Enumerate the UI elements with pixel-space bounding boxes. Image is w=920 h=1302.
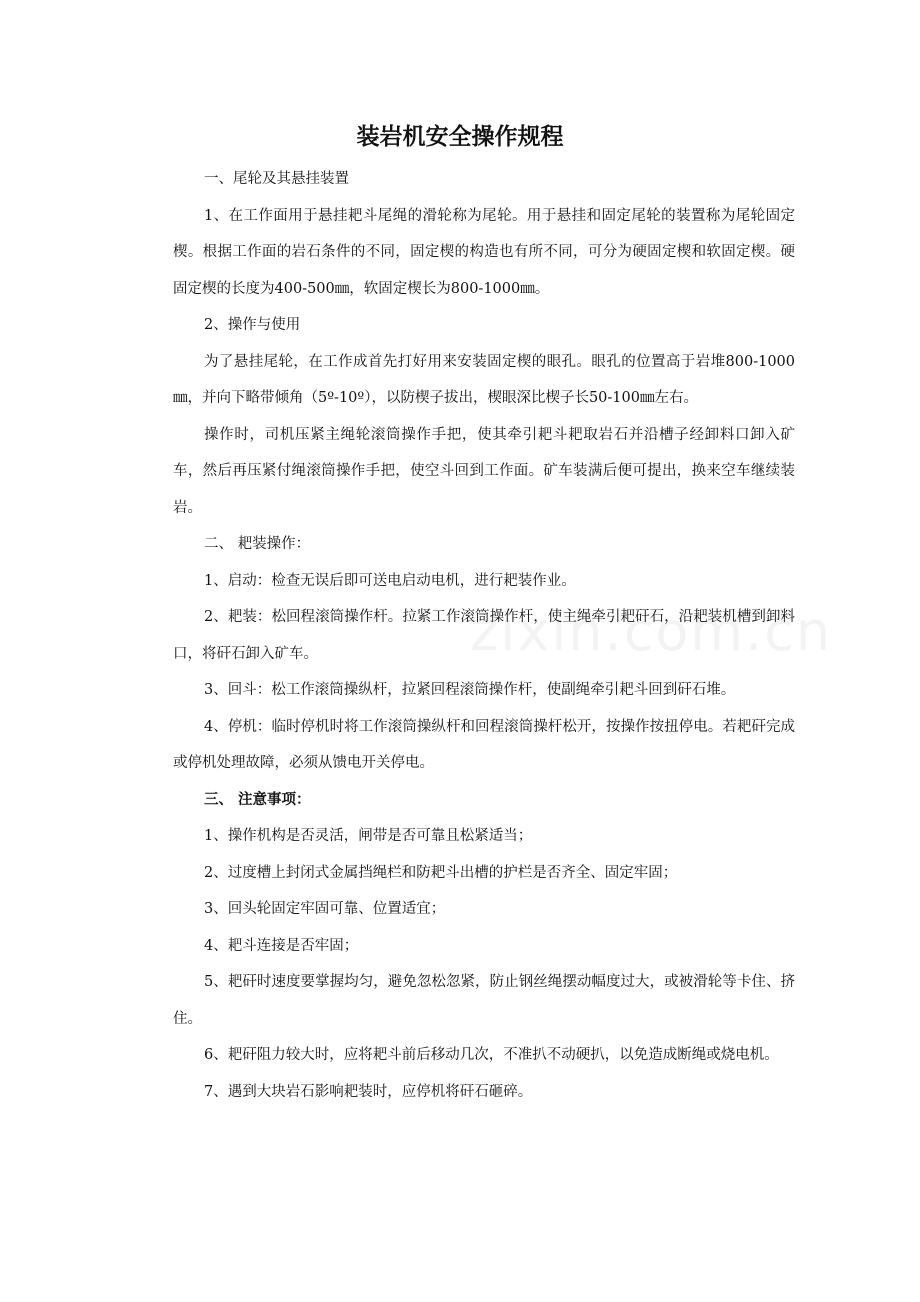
paragraph: 1、启动：检查无误后即可送电启动电机，进行耙装作业。: [204, 572, 576, 589]
list-item: 7、遇到大块岩石影响耙装时，应停机将矸石砸碎。: [204, 1083, 533, 1100]
document-title: 装岩机安全操作规程: [356, 124, 564, 150]
section-heading-2: 二、 耙装操作：: [204, 536, 311, 552]
list-item: 3、回头轮固定牢固可靠、位置适宜；: [204, 901, 446, 917]
paragraph: 3、回斗：松工作滚筒操纵杆，拉紧回程滚筒操作杆，使副绳牵引耙斗回到矸石堆。: [204, 682, 736, 698]
list-item: 2、过度槽上封闭式金属挡绳栏和防耙斗出槽的护栏是否齐全、固定牢固；: [204, 864, 678, 881]
paragraph: 2、操作与使用: [204, 317, 301, 333]
list-item: 5、耙矸时速度要掌握均匀，避免忽松忽紧，防止钢丝绳摆动幅度过大，或被滑轮等卡住、挤住。: [173, 974, 795, 1027]
paragraph: 2、耙装：松回程滚筒操作杆。拉紧工作滚筒操作杆，使主绳牵引耙矸石，沿耙装机槽到卸料口，将矸石卸入矿车。: [173, 609, 795, 662]
paragraph: 操作时，司机压紧主绳轮滚筒操作手把，使其牵引耙斗耙取岩石并沿槽子经卸料口卸入矿车，然后再压紧付绳滚筒操作手把，使空斗回到工作面。矿车装满后便可提出，换来空车继续装岩。: [173, 426, 795, 516]
section-heading-1: 一、尾轮及其悬挂装置: [204, 171, 349, 187]
paragraph: 1、在工作面用于悬挂耙斗尾绳的滑轮称为尾轮。用于悬挂和固定尾轮的装置称为尾轮固定楔。根据工作面的岩石条件的不同，固定楔的构造也有所不同，可分为硬固定楔和软固定楔。硬固定楔的长度为400-500㎜，软固定楔长为800-1000㎜。: [173, 207, 795, 297]
paragraph: 为了悬挂尾轮，在工作成首先打好用来安装固定楔的眼孔。眼孔的位置高于岩堆800-1000㎜，并向下略带倾角（5º-10º），以防楔子拔出，楔眼深比楔子长50-100㎜左右。: [173, 353, 795, 406]
list-item: 1、操作机构是否灵活，闸带是否可靠且松紧适当；: [204, 828, 533, 844]
list-item: 6、耙矸阻力较大时，应将耙斗前后移动几次，不准扒不动硬扒，以免造成断绳或烧电机。: [204, 1047, 779, 1063]
paragraph: 4、停机：临时停机时将工作滚筒操纵杆和回程滚筒操杆松开，按操作按扭停电。若耙矸完成或停机处理故障，必须从馈电开关停电。: [173, 718, 795, 771]
document-body: [173, 161, 795, 1110]
list-item: 4、耙斗连接是否牢固；: [204, 937, 359, 954]
section-heading-3: 三、 注意事项：: [204, 790, 311, 808]
